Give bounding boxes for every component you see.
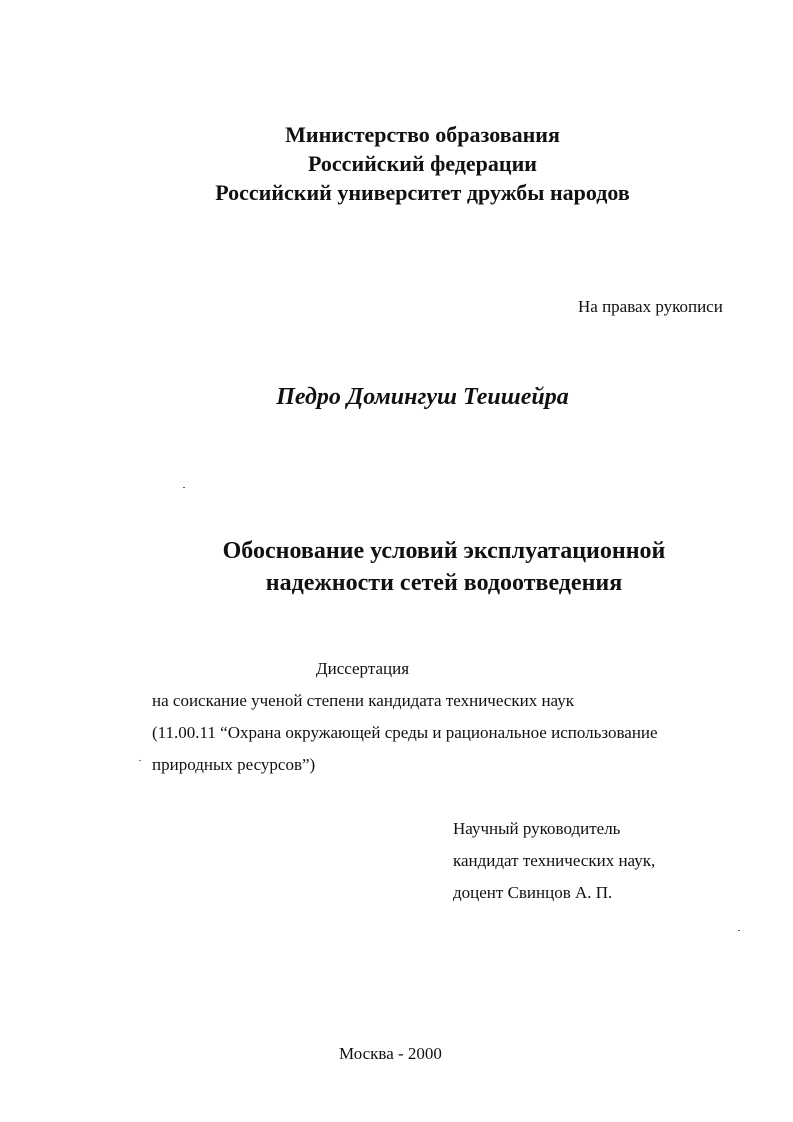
degree-line: на соискание ученой степени кандидата технических наук: [152, 691, 575, 710]
specialty-line-2: природных ресурсов”): [152, 755, 316, 774]
university-line: Российский университет дружбы народов: [215, 180, 630, 205]
supervisor-degree: кандидат технических наук,: [453, 851, 656, 870]
author-name: Педро Домингуш Теишейра: [276, 384, 569, 410]
scan-speck: [139, 760, 141, 762]
federation-line: Российский федерации: [308, 151, 537, 176]
institution-header: [0, 120, 793, 207]
rights-notice: На правах рукописи: [578, 297, 723, 316]
scan-speck: [183, 487, 185, 488]
dissertation-label: Диссертация: [316, 659, 410, 678]
supervisor-heading: Научный руководитель: [453, 819, 621, 838]
city-year: Москва - 2000: [339, 1044, 442, 1063]
supervisor-name: доцент Свинцов А. П.: [453, 883, 613, 902]
title-line-1: Обоснование условий эксплуатационной: [222, 538, 666, 564]
dissertation-title: [0, 535, 793, 599]
title-line-2: надежности сетей водоотведения: [265, 570, 623, 596]
scan-speck: [738, 930, 740, 931]
specialty-line-1: (11.00.11 “Охрана окружающей среды и рациональное использование: [152, 723, 658, 742]
ministry-line: Министерство образования: [285, 122, 560, 147]
